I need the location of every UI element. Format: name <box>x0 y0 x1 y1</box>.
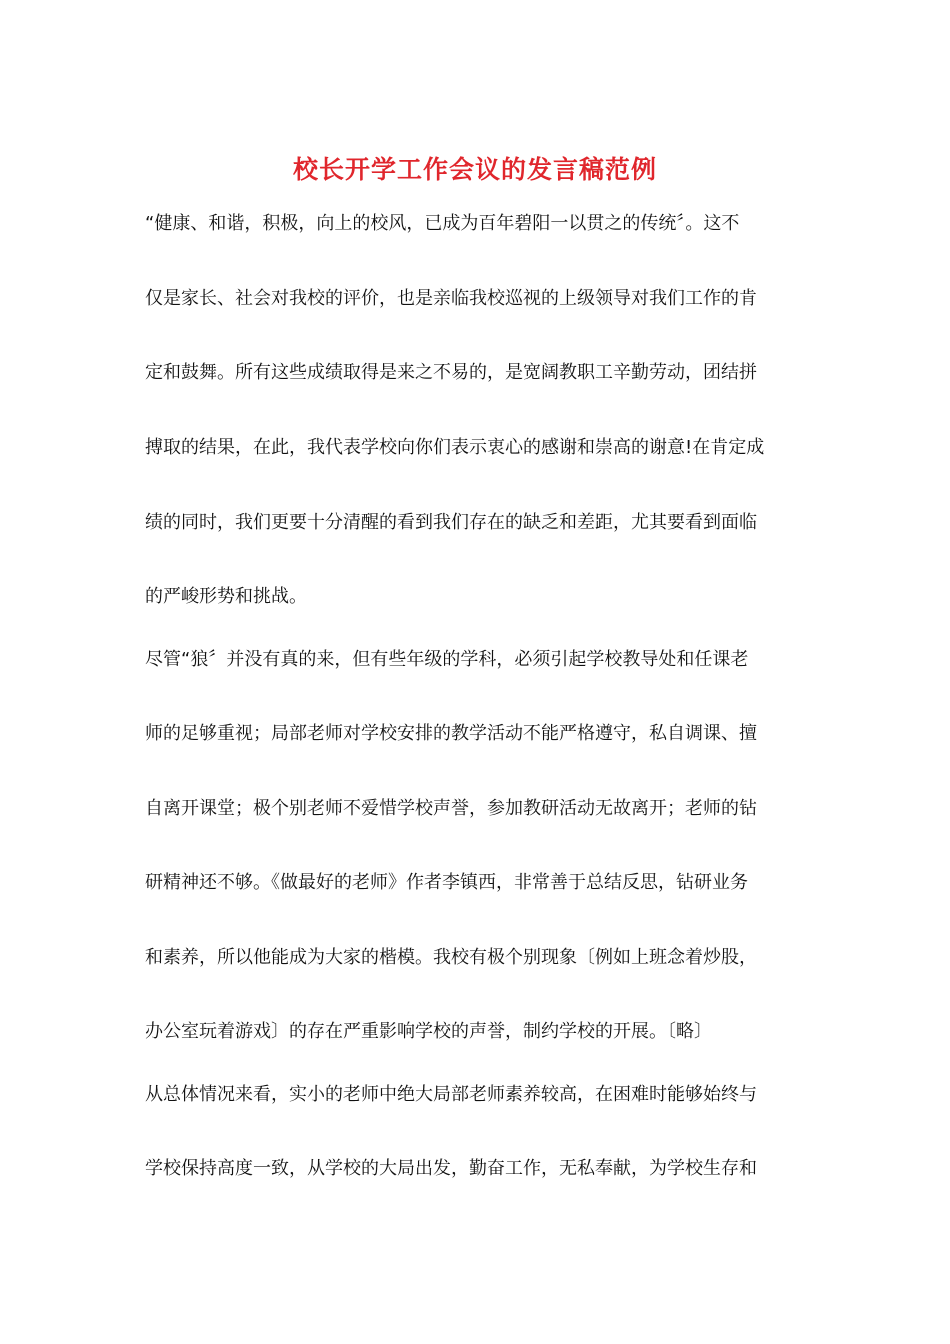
document-title: 校长开学工作会议的发言稿范例 <box>292 155 657 184</box>
text-line: 定和鼓舞。所有这些成绩取得是来之不易的，是宽阔教职工辛勤劳动，团结拼 <box>145 362 757 383</box>
text-line: “健康、和谐，积极，向上的校风，已成为百年碧阳一以贯之的传统〞。这不 <box>145 213 740 234</box>
text-line: 研精神还不够。《做最好的老师》作者李镇西，非常善于总结反思，钻研业务 <box>145 872 748 893</box>
text-line: 和素养，所以他能成为大家的楷模。我校有极个别现象〔例如上班念着炒股， <box>145 947 757 968</box>
text-line: 学校保持高度一致，从学校的大局出发，勤奋工作，无私奉献，为学校生存和 <box>145 1158 757 1179</box>
text-line: 从总体情况来看，实小的老师中绝大局部老师素养较高，在困难时能够始终与 <box>145 1084 757 1105</box>
text-line: 办公室玩着游戏〕的存在严重影响学校的声誉，制约学校的开展。〔略〕 <box>145 1021 712 1042</box>
text-line: 仅是家长、社会对我校的评价，也是亲临我校巡视的上级领导对我们工作的肯 <box>145 288 757 309</box>
text-line: 搏取的结果，在此，我代表学校向你们表示衷心的感谢和崇高的谢意!在肯定成 <box>145 437 765 458</box>
text-line: 的严峻形势和挑战。 <box>145 586 307 607</box>
text-line: 绩的同时，我们更要十分清醒的看到我们存在的缺乏和差距，尤其要看到面临 <box>145 512 757 533</box>
text-line: 自离开课堂；极个别老师不爱惜学校声誉，参加教研活动无故离开；老师的钻 <box>145 798 757 819</box>
text-line: 尽管“狼〞并没有真的来，但有些年级的学科，必须引起学校教导处和任课老 <box>145 649 749 670</box>
text-line: 师的足够重视；局部老师对学校安排的教学活动不能严格遵守，私自调课、擅 <box>145 723 757 744</box>
